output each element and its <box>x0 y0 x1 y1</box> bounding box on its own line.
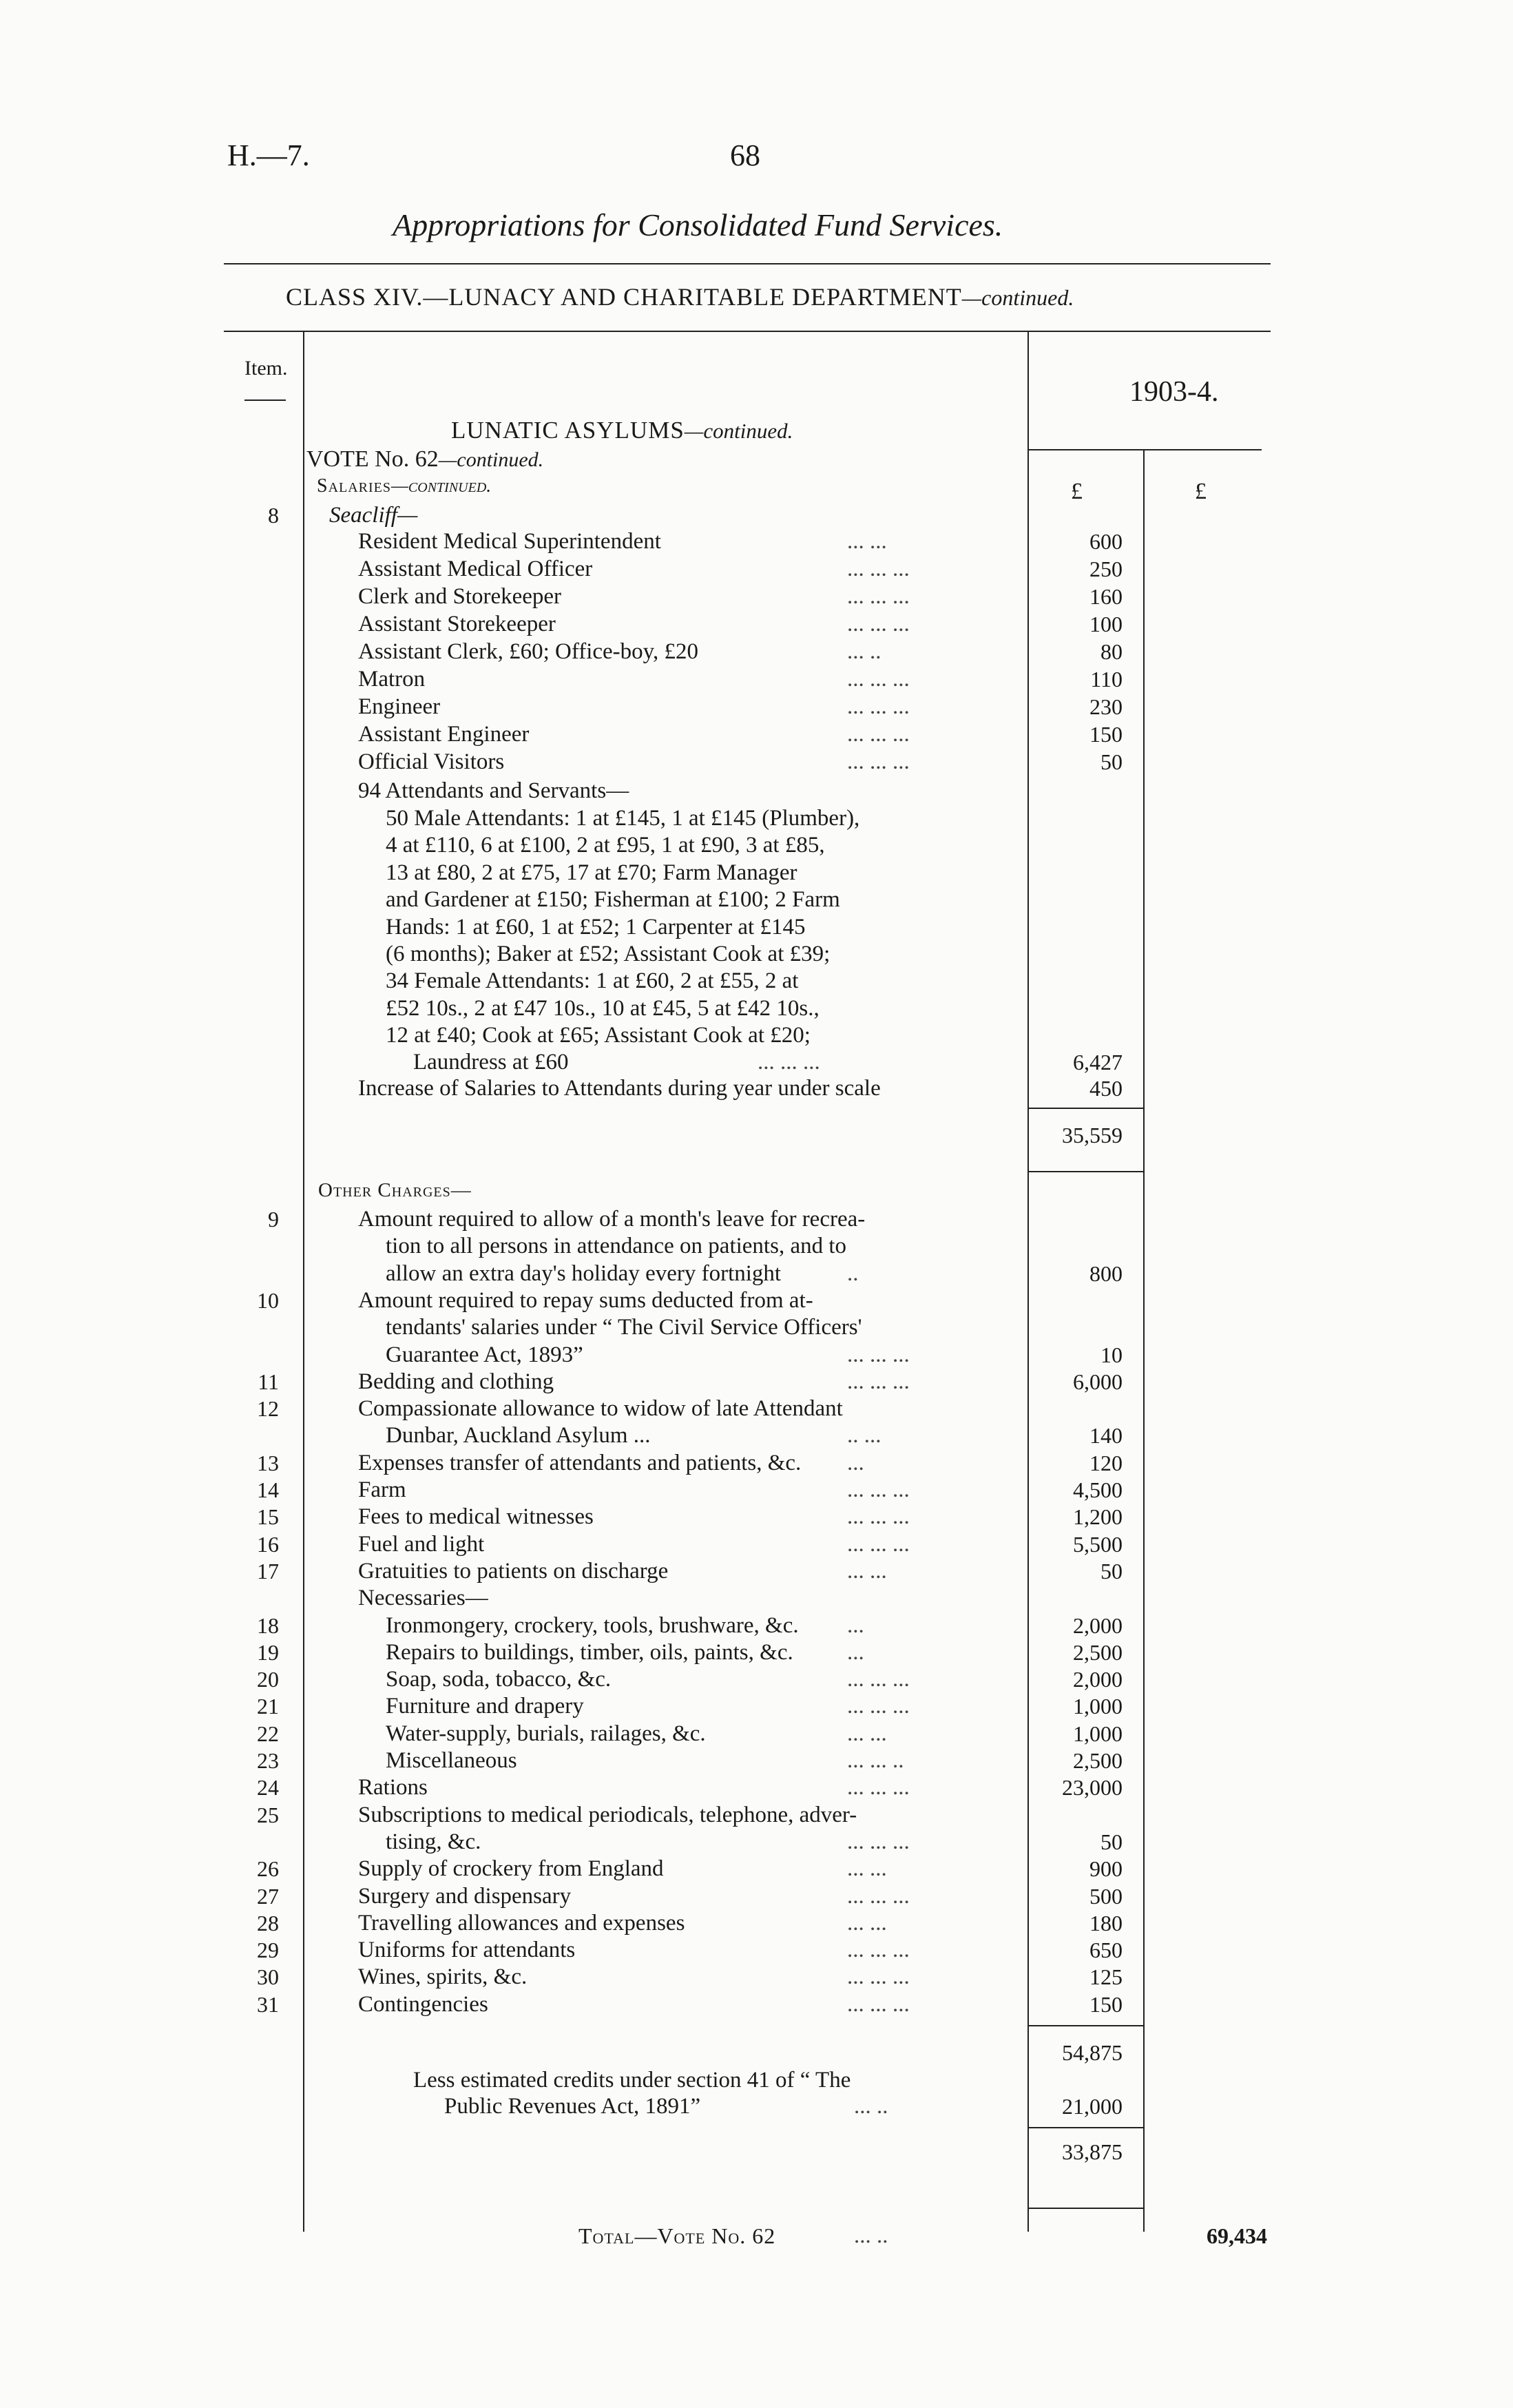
charge-label: Gratuities to patients on discharge <box>358 1558 669 1584</box>
charge-amount: 50 <box>1100 1558 1123 1584</box>
charge-dots: ... ... ... <box>847 1938 910 1963</box>
necessary-label: Repairs to buildings, timber, oils, paints, &c. <box>386 1639 793 1665</box>
attendants-heading: 94 Attendants and Servants— <box>358 778 629 803</box>
increase-amount: 450 <box>1089 1076 1123 1101</box>
charge-label: Farm <box>358 1477 406 1502</box>
charge-amount: 2,000 <box>1073 1612 1123 1638</box>
charge-label: Rations <box>358 1775 428 1800</box>
charge-amount: 150 <box>1089 1991 1123 2017</box>
salaries-subtotal-rule <box>1027 1108 1143 1109</box>
charge-label: Amount required to allow of a month's leave for recrea- <box>358 1207 866 1232</box>
necessary-label: Furniture and drapery <box>386 1694 584 1719</box>
charge-amount: 1,200 <box>1073 1504 1123 1530</box>
charge-amount: 10 <box>1100 1342 1123 1367</box>
credits-amount: 21,000 <box>1062 2094 1123 2119</box>
charge-item-number: 17 <box>257 1558 279 1584</box>
laundress-label-text: Laundress at £60 <box>413 1050 569 1075</box>
charge-label: tising, &c. <box>386 1829 481 1854</box>
vote-title-text: VOTE No. 62 <box>306 446 439 472</box>
page-subtitle: Appropriations for Consolidated Fund Services. <box>393 207 1003 242</box>
charge-amount: 2,500 <box>1073 1639 1123 1665</box>
charge-amount: 900 <box>1089 1856 1123 1882</box>
charge-label: Surgery and dispensary <box>358 1883 572 1909</box>
year-underline <box>1027 449 1262 450</box>
charge-label: Contingencies <box>358 1991 488 2017</box>
charge-dots: ... ... .. <box>847 1748 904 1773</box>
charges-subtotal-rule <box>1027 2025 1143 2026</box>
charge-item-number: 26 <box>257 1856 279 1882</box>
salary-amount: 50 <box>1100 749 1123 774</box>
charge-item-number: 16 <box>257 1531 279 1557</box>
salary-label: Assistant Storekeeper <box>358 612 556 636</box>
salary-dots: ... ... ... <box>847 694 910 719</box>
charge-item-number: 29 <box>257 1938 279 1963</box>
vote-continued: —continued. <box>438 448 544 471</box>
charge-item-number: 25 <box>257 1802 279 1827</box>
salary-dots: ... ... ... <box>847 612 910 636</box>
charge-label: Supply of crockery from England <box>358 1856 664 1882</box>
charge-label: Expenses transfer of attendants and patients, &c. <box>358 1450 802 1475</box>
charge-dots: ... <box>847 1639 864 1665</box>
charge-amount: 1,000 <box>1073 1694 1123 1719</box>
credits-line-2: Public Revenues Act, 1891” <box>444 2094 701 2119</box>
vote-title <box>306 446 543 473</box>
laundress-label <box>413 1050 568 1075</box>
charge-dots: .. <box>847 1260 859 1286</box>
attendants-line: 12 at £40; Cook at £65; Assistant Cook at £20; <box>386 1023 811 1048</box>
necessaries-title: Necessaries— <box>358 1586 488 1611</box>
salaries-title-text: Salaries <box>317 475 392 497</box>
salary-amount: 600 <box>1089 529 1123 554</box>
charge-amount: 2,000 <box>1073 1667 1123 1692</box>
attendants-line: Hands: 1 at £60, 1 at £52; 1 Carpenter at £145 <box>386 914 806 940</box>
attendants-line: 13 at £80, 2 at £75, 17 at £70; Farm Manager <box>386 860 797 885</box>
necessary-label: Ironmongery, crockery, tools, brushware, &c. <box>386 1612 799 1638</box>
charge-dots: ... ... ... <box>847 1991 910 2017</box>
charge-label: Fuel and light <box>358 1531 485 1557</box>
charge-item-number: 30 <box>257 1964 279 1990</box>
charge-amount: 180 <box>1089 1910 1123 1935</box>
item-column-heading: Item. <box>244 357 288 380</box>
necessary-label: Soap, soda, tobacco, &c. <box>386 1667 612 1692</box>
charge-item-number: 10 <box>257 1287 279 1313</box>
salary-label: Official Visitors <box>358 749 505 774</box>
charge-dots: ... <box>847 1612 864 1638</box>
charge-dots: ... ... ... <box>847 1667 910 1692</box>
salaries-total-rule <box>1027 1171 1143 1172</box>
salary-label: Assistant Medical Officer <box>358 557 593 581</box>
total-dots: ... .. <box>854 2223 888 2248</box>
laundress-dots: ... ... ... <box>758 1050 820 1075</box>
attendants-line: 4 at £110, 6 at £100, 2 at £95, 1 at £90, 3 at £85, <box>386 833 825 858</box>
salary-dots: ... ... ... <box>847 584 910 609</box>
currency-column-a: £ <box>1071 479 1083 504</box>
attendants-line: and Gardener at £150; Fisherman at £100; 2 Farm <box>386 887 840 913</box>
charge-amount: 125 <box>1089 1964 1123 1990</box>
charge-dots: ... ... ... <box>847 1775 910 1800</box>
charge-amount: 6,000 <box>1073 1369 1123 1394</box>
top-rule <box>224 263 1271 264</box>
salary-label: Assistant Engineer <box>358 722 530 747</box>
charge-dots: ... ... ... <box>847 1369 910 1394</box>
salary-amount: 250 <box>1089 557 1123 581</box>
section-continued: —continued. <box>684 419 793 443</box>
charge-item-number: 18 <box>257 1612 279 1638</box>
charge-item-number: 23 <box>257 1748 279 1773</box>
charge-label: Amount required to repay sums deducted from at- <box>358 1287 813 1313</box>
salary-dots: ... ... <box>847 529 887 554</box>
charge-dots: ... ... ... <box>847 1504 910 1530</box>
charge-item-number: 20 <box>257 1667 279 1692</box>
charge-label: Guarantee Act, 1893” <box>386 1342 583 1367</box>
charge-item-number: 31 <box>257 1991 279 2017</box>
currency-column-b: £ <box>1195 479 1207 504</box>
credits-rule <box>1027 2127 1143 2128</box>
necessary-label: Miscellaneous <box>386 1748 517 1773</box>
charge-dots: ... ... ... <box>847 1694 910 1719</box>
salary-dots: ... ... ... <box>847 722 910 747</box>
other-charges-title: Other Charges— <box>318 1179 472 1201</box>
charge-dots: ... ... ... <box>847 1342 910 1367</box>
salary-label: Resident Medical Superintendent <box>358 529 661 554</box>
charge-amount: 4,500 <box>1073 1477 1123 1502</box>
salaries-item-number: 8 <box>268 503 279 528</box>
total-label: Total—Vote No. 62 <box>578 2223 776 2248</box>
charge-amount: 23,000 <box>1062 1775 1123 1800</box>
charge-label: allow an extra day's holiday every fortnight <box>386 1260 782 1286</box>
charge-item-number: 13 <box>257 1450 279 1475</box>
charge-item-number: 27 <box>257 1883 279 1909</box>
salary-amount: 80 <box>1100 639 1123 664</box>
charge-item-number: 14 <box>257 1477 279 1502</box>
charge-item-number: 22 <box>257 1721 279 1746</box>
charge-item-number: 19 <box>257 1639 279 1665</box>
charge-item-number: 28 <box>257 1910 279 1935</box>
charge-label: tendants' salaries under “ The Civil Service Officers' <box>386 1315 862 1340</box>
charge-amount: 500 <box>1089 1883 1123 1909</box>
salary-dots: ... ... ... <box>847 667 910 692</box>
section-title <box>451 417 793 444</box>
charge-label: Bedding and clothing <box>358 1369 554 1394</box>
salary-amount: 230 <box>1089 694 1123 719</box>
charge-amount: 2,500 <box>1073 1748 1123 1773</box>
total-column-divider <box>1143 449 1145 2232</box>
item-column-divider <box>303 331 304 2232</box>
salary-dots: ... .. <box>847 639 881 664</box>
charge-item-number: 21 <box>257 1694 279 1719</box>
charge-amount: 120 <box>1089 1450 1123 1475</box>
attendants-line: £52 10s., 2 at £47 10s., 10 at £45, 5 at £42 10s., <box>386 995 820 1021</box>
charge-label: Wines, spirits, &c. <box>358 1964 528 1990</box>
charge-amount: 1,000 <box>1073 1721 1123 1746</box>
attendants-line: 50 Male Attendants: 1 at £145, 1 at £145 (Plumber), <box>386 806 860 831</box>
charge-amount: 650 <box>1089 1938 1123 1963</box>
item-heading-underline <box>244 399 286 401</box>
total-rule <box>1027 2208 1143 2209</box>
fiscal-year: 1903-4. <box>1129 376 1219 408</box>
laundress-amount: 6,427 <box>1073 1050 1123 1075</box>
charge-label: Subscriptions to medical periodicals, telephone, adver- <box>358 1802 857 1827</box>
salary-label: Clerk and Storekeeper <box>358 584 562 609</box>
charge-dots: ... ... <box>847 1910 887 1935</box>
class-continued: —continued. <box>961 285 1074 310</box>
charge-label: Fees to medical witnesses <box>358 1504 594 1530</box>
charge-dots: ... ... ... <box>847 1829 910 1854</box>
charge-dots: ... <box>847 1450 864 1475</box>
section-title-text: LUNATIC ASYLUMS <box>451 417 685 444</box>
charge-item-number: 12 <box>257 1396 279 1422</box>
salaries-continued: —continued. <box>391 475 492 497</box>
amount-column-divider <box>1027 331 1029 2232</box>
charge-dots: ... ... ... <box>847 1531 910 1557</box>
charge-dots: ... ... ... <box>847 1964 910 1990</box>
salary-dots: ... ... ... <box>847 557 910 581</box>
necessary-label: Water-supply, burials, railages, &c. <box>386 1721 706 1746</box>
credits-line-1: Less estimated credits under section 41 of “ The <box>413 2068 851 2093</box>
charge-dots: ... ... <box>847 1558 887 1584</box>
charge-amount: 5,500 <box>1073 1531 1123 1557</box>
salary-dots: ... ... ... <box>847 749 910 774</box>
charge-label: Uniforms for attendants <box>358 1938 576 1963</box>
charge-item-number: 24 <box>257 1775 279 1800</box>
document-code: H.—7. <box>227 138 310 172</box>
salary-amount: 150 <box>1089 722 1123 747</box>
charge-label: Compassionate allowance to widow of late Attendant <box>358 1396 843 1422</box>
salaries-total: 35,559 <box>1062 1123 1123 1148</box>
charge-dots: ... ... ... <box>847 1883 910 1909</box>
charge-item-number: 15 <box>257 1504 279 1530</box>
charge-item-number: 9 <box>268 1207 279 1232</box>
net-charges: 33,875 <box>1062 2139 1123 2164</box>
header-rule <box>224 331 1271 332</box>
charge-amount: 800 <box>1089 1260 1123 1286</box>
salaries-title <box>317 475 491 497</box>
total-amount: 69,434 <box>1207 2223 1267 2248</box>
charge-dots: .. ... <box>847 1423 881 1449</box>
charge-item-number: 11 <box>258 1369 279 1394</box>
credits-dots: ... .. <box>854 2094 888 2119</box>
charge-amount: 50 <box>1100 1829 1123 1854</box>
attendants-line: 34 Female Attendants: 1 at £60, 2 at £55, 2 at <box>386 968 799 994</box>
charge-dots: ... ... <box>847 1721 887 1746</box>
salary-label: Assistant Clerk, £60; Office-boy, £20 <box>358 639 699 664</box>
institution-name: Seacliff— <box>329 503 418 528</box>
charge-label: tion to all persons in attendance on patients, and to <box>386 1234 847 1259</box>
class-title-text: CLASS XIV.—LUNACY AND CHARITABLE DEPARTMENT <box>286 283 962 311</box>
salary-amount: 110 <box>1090 667 1123 692</box>
charge-label: Dunbar, Auckland Asylum ... <box>386 1423 651 1449</box>
page-number: 68 <box>730 138 760 172</box>
class-title <box>286 282 1074 311</box>
salary-label: Matron <box>358 667 426 692</box>
salary-label: Engineer <box>358 694 441 719</box>
salary-amount: 100 <box>1089 612 1123 636</box>
charge-amount: 140 <box>1089 1423 1123 1449</box>
charges-subtotal: 54,875 <box>1062 2040 1123 2065</box>
increase-label: Increase of Salaries to Attendants during year under scale <box>358 1076 881 1101</box>
salary-amount: 160 <box>1089 584 1123 609</box>
charge-dots: ... ... ... <box>847 1477 910 1502</box>
charge-label: Travelling allowances and expenses <box>358 1910 685 1935</box>
charge-dots: ... ... <box>847 1856 887 1882</box>
attendants-line: (6 months); Baker at £52; Assistant Cook at £39; <box>386 942 831 966</box>
